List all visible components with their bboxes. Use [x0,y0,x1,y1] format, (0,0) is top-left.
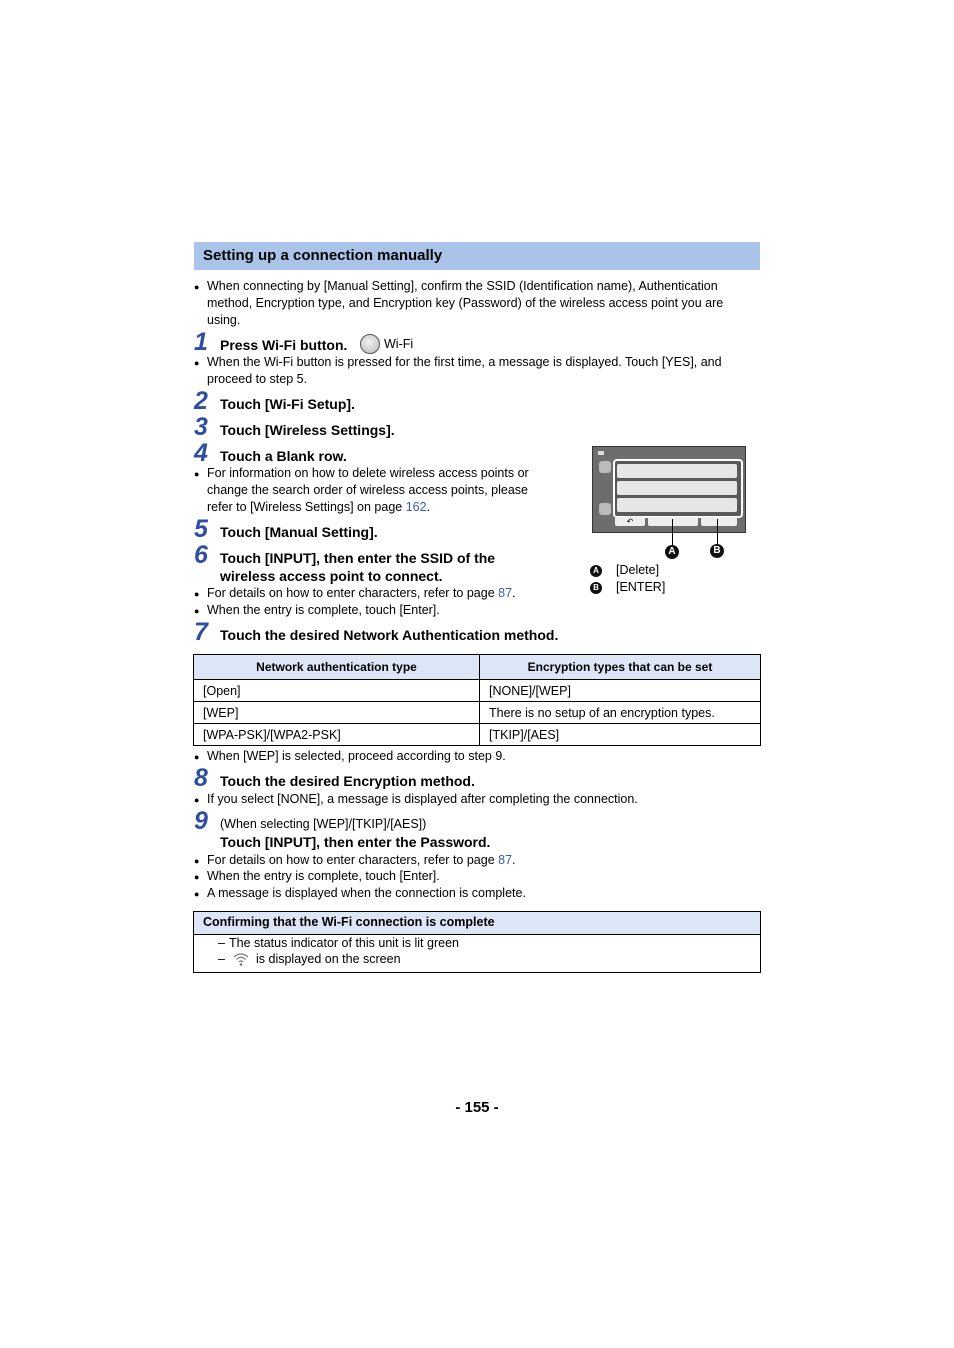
input-field-group [613,459,743,518]
bullet-dot: ● [194,889,200,899]
confirmation-item-1: The status indicator of this unit is lit green [229,936,459,950]
step-6-title-line2: wireless access point to connect. [220,568,443,584]
bullet-dot: ● [194,282,200,292]
bullet-dot: ● [194,795,200,805]
scroll-up-icon [599,461,611,473]
step-7-title: Touch the desired Network Authentication method. [220,627,559,643]
step-7-note: When [WEP] is selected, proceed according to step 9. [207,749,506,763]
step-5-title: Touch [Manual Setting]. [220,524,378,540]
callout-line-b [717,519,718,545]
step-4-title: Touch a Blank row. [220,448,347,464]
input-row [617,464,737,478]
legend-marker-a: A [590,565,602,577]
step-9-note-3: A message is displayed when the connection is complete. [207,886,526,900]
bullet-dot: ● [194,752,200,762]
step-number-8: 8 [194,764,208,792]
step-9-note-2: When the entry is complete, touch [Enter]. [207,869,440,883]
step-number-2: 2 [194,387,208,415]
enter-button [701,517,737,526]
confirmation-dash: – [218,936,225,950]
wifi-connected-icon [232,952,250,967]
step-6-note-1: For details on how to enter characters, refer to page 87. [207,586,516,600]
step-number-5: 5 [194,515,208,543]
step-number-3: 3 [194,413,208,441]
table-row [194,702,761,724]
input-row [617,481,737,495]
confirmation-item-2: is displayed on the screen [256,952,401,966]
step-6-title-line1: Touch [INPUT], then enter the SSID of the [220,550,496,566]
table-cell: [NONE]/[WEP] [480,680,761,702]
step-2-title: Touch [Wi-Fi Setup]. [220,396,355,412]
step-number-1: 1 [194,328,208,356]
status-icon [598,451,604,455]
bullet-dot: ● [194,589,200,599]
page-number: - 155 - [455,1099,499,1116]
step-8-note: If you select [NONE], a message is displayed after completing the connection. [207,792,638,806]
step-number-9: 9 [194,807,208,835]
input-row [617,498,737,512]
table-cell: There is no setup of an encryption types. [480,702,761,724]
bullet-dot: ● [194,606,200,616]
section-title: Setting up a connection manually [203,247,443,264]
table-header: Encryption types that can be set [480,655,761,680]
authentication-table [193,654,761,746]
step-number-4: 4 [194,439,208,467]
page-link-162[interactable]: 162 [405,500,427,514]
step-4-note: For information on how to delete wireless access points or change the search order of wireless access points, please refer to [Wireless Settings] on page 162. [207,466,529,514]
wifi-button-label: Wi-Fi [384,337,414,351]
callout-b: B [710,544,724,558]
bullet-dot: ● [194,872,200,882]
table-header: Network authentication type [194,655,480,680]
table-row [194,724,761,746]
step-8-title: Touch the desired Encryption method. [220,773,475,789]
step-number-7: 7 [194,618,208,646]
step-3-title: Touch [Wireless Settings]. [220,422,395,438]
table-cell: [TKIP]/[AES] [480,724,761,746]
confirmation-title: Confirming that the Wi-Fi connection is complete [203,915,495,929]
callout-a: A [665,545,679,559]
camera-screen-illustration [592,446,746,533]
bullet-dot: ● [194,358,200,368]
bullet-dot: ● [194,856,200,866]
table-row [194,680,761,702]
legend-a-text: [Delete] [616,563,660,577]
callout-line-a [672,519,673,546]
step-1-title: Press Wi-Fi button. [220,337,348,353]
step-6-note-2: When the entry is complete, touch [Enter]. [207,603,440,617]
scroll-down-icon [599,503,611,515]
table-cell: [Open] [194,680,480,702]
table-cell: [WEP] [194,702,480,724]
table-header-row [194,655,761,680]
legend-marker-b: B [590,582,602,594]
wifi-button-icon [360,334,380,354]
table-cell: [WPA-PSK]/[WPA2-PSK] [194,724,480,746]
return-icon: ↶ [615,517,645,526]
intro-text: When connecting by [Manual Setting], confirm the SSID (Identification name), Authentication method, Encryption type, and Encryption key (Password) of the wireless access point you are using. [207,279,724,327]
confirmation-dash: – [218,952,225,966]
page-link-87[interactable]: 87 [498,853,513,867]
step-1-note: When the Wi-Fi button is pressed for the first time, a message is displayed. Touch [YES], and proceed to step 5. [207,355,722,386]
page-link-87[interactable]: 87 [498,586,513,600]
bullet-dot: ● [194,469,200,479]
step-9-condition: (When selecting [WEP]/[TKIP]/[AES]) [220,817,427,831]
delete-button [648,517,698,526]
legend-b-text: [ENTER] [616,580,666,594]
step-9-note-1: For details on how to enter characters, refer to page 87. [207,853,516,867]
step-9-title: Touch [INPUT], then enter the Password. [220,834,491,850]
step-number-6: 6 [194,541,208,569]
